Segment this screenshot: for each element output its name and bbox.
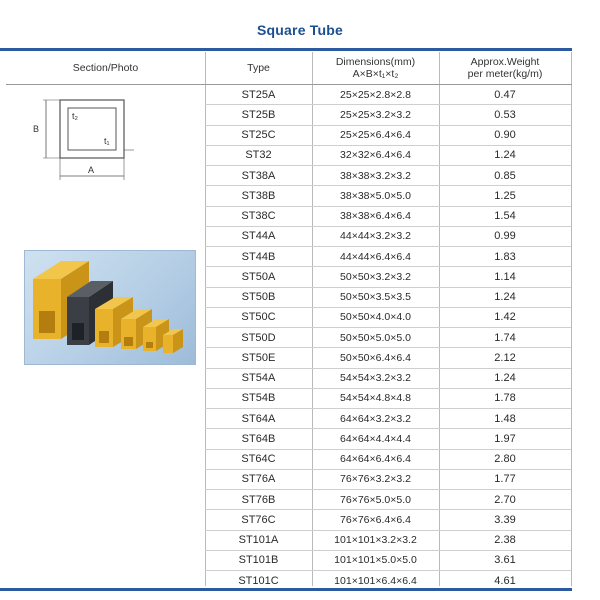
cell-type: ST76A: [241, 473, 276, 486]
table-row: [205, 247, 571, 267]
outer-wall: [60, 100, 124, 158]
cell-weight: 0.85: [494, 169, 516, 182]
cell-dimensions: 50×50×3.5×3.5: [340, 291, 411, 304]
cell-type: ST50E: [241, 351, 276, 364]
cell-type: ST25C: [241, 129, 276, 142]
tube-6-face: [163, 335, 173, 353]
cell-dimensions: 38×38×3.2×3.2: [340, 169, 411, 182]
table-row: [205, 328, 571, 348]
cell-type: ST25B: [241, 108, 276, 121]
cell-weight: 0.53: [494, 108, 516, 121]
cell-weight: 1.25: [494, 189, 516, 202]
header-weight: [439, 52, 571, 84]
cell-type: ST32: [245, 149, 272, 162]
cell-type: ST101B: [238, 554, 279, 567]
cell-dimensions: 64×64×6.4×6.4: [340, 453, 411, 466]
cell-dimensions: 50×50×4.0×4.0: [340, 311, 411, 324]
cell-weight: 2.38: [494, 534, 516, 547]
header-section: Section/Photo: [72, 62, 139, 74]
cell-weight: 2.70: [494, 493, 516, 506]
cell-weight: 1.78: [494, 392, 516, 405]
cell-type: ST64C: [241, 453, 276, 466]
tube-1-opening: [39, 311, 55, 333]
cell-type: ST64A: [241, 412, 276, 425]
page-title: Square Tube: [257, 22, 343, 38]
product-photo: [24, 250, 196, 365]
cell-weight: 1.48: [494, 412, 516, 425]
cell-type: ST76C: [241, 513, 276, 526]
cell-weight: 1.24: [494, 149, 516, 162]
cell-type: ST64B: [241, 432, 276, 445]
cell-dimensions: 101×101×3.2×3.2: [334, 534, 417, 547]
header-type: Type: [247, 62, 270, 74]
diagram-label-t2: t₂: [72, 111, 78, 121]
table-row: [205, 308, 571, 328]
tube-2-opening: [72, 323, 84, 340]
cell-weight: 4.61: [494, 574, 516, 587]
table-row: [205, 227, 571, 247]
cell-dimensions: 76×76×5.0×5.0: [340, 493, 411, 506]
cell-type: ST25A: [241, 88, 276, 101]
cell-dimensions: 25×25×3.2×3.2: [340, 108, 411, 121]
table-row: [205, 369, 571, 389]
table-row: [205, 389, 571, 409]
header-dimensions-line2: A×B×t₁×t₂: [352, 68, 399, 80]
diagram-label-t1: t₁: [104, 136, 110, 146]
col-divider-4: [571, 52, 572, 586]
cell-weight: 1.24: [494, 372, 516, 385]
cell-dimensions: 101×101×5.0×5.0: [334, 554, 417, 567]
table-row: [205, 267, 571, 287]
cell-weight: 2.12: [494, 351, 516, 364]
cell-weight: 2.80: [494, 453, 516, 466]
table-row: [205, 470, 571, 490]
cell-dimensions: 50×50×6.4×6.4: [340, 351, 411, 364]
table-row: [205, 146, 571, 166]
top-rule: [0, 48, 572, 51]
table-row: [205, 186, 571, 206]
tube-4-opening: [124, 337, 133, 346]
cell-type: ST44A: [241, 230, 276, 243]
cell-dimensions: 64×64×4.4×4.4: [340, 432, 411, 445]
table-row: [205, 490, 571, 510]
table-row: [205, 207, 571, 227]
cell-dimensions: 54×54×4.8×4.8: [340, 392, 411, 405]
cell-dimensions: 64×64×3.2×3.2: [340, 412, 411, 425]
cell-dimensions: 44×44×6.4×6.4: [340, 250, 411, 263]
cell-weight: 1.97: [494, 432, 516, 445]
cell-weight: 1.24: [494, 291, 516, 304]
cell-dimensions: 54×54×3.2×3.2: [340, 372, 411, 385]
cell-dimensions: 25×25×2.8×2.8: [340, 88, 411, 101]
table-row: [205, 531, 571, 551]
cell-type: ST38A: [241, 169, 276, 182]
cell-type: ST50B: [241, 291, 276, 304]
table-row: [205, 348, 571, 368]
bottom-rule: [0, 588, 572, 591]
header-weight-line1: Approx.Weight: [470, 56, 540, 68]
cell-type: ST50C: [241, 311, 276, 324]
cell-weight: 1.54: [494, 210, 516, 223]
cell-dimensions: 76×76×6.4×6.4: [340, 513, 411, 526]
tubes-illustration: [25, 251, 195, 364]
tube-5-opening: [146, 342, 153, 348]
cell-type: ST54B: [241, 392, 276, 405]
cell-dimensions: 38×38×5.0×5.0: [340, 189, 411, 202]
cell-type: ST38B: [241, 189, 276, 202]
cell-dimensions: 76×76×3.2×3.2: [340, 473, 411, 486]
cell-weight: 0.90: [494, 129, 516, 142]
cell-weight: 1.14: [494, 270, 516, 283]
cell-dimensions: 25×25×6.4×6.4: [340, 129, 411, 142]
cell-type: ST44B: [241, 250, 276, 263]
cell-type: ST54A: [241, 372, 276, 385]
cell-weight: 1.74: [494, 331, 516, 344]
cell-type: ST101A: [238, 534, 279, 547]
header-weight-line2: per meter(kg/m): [467, 68, 543, 80]
cell-weight: 0.99: [494, 230, 516, 243]
cell-weight: 1.42: [494, 311, 516, 324]
cell-type: ST50A: [241, 270, 276, 283]
cell-type: ST76B: [241, 493, 276, 506]
cell-dimensions: 44×44×3.2×3.2: [340, 230, 411, 243]
table-row: [205, 126, 571, 146]
cell-weight: 3.61: [494, 554, 516, 567]
table-row: [205, 85, 571, 105]
cell-weight: 3.39: [494, 513, 516, 526]
header-dimensions-line1: Dimensions(mm): [335, 56, 416, 68]
spec-table-body: [205, 85, 571, 591]
cell-dimensions: 50×50×5.0×5.0: [340, 331, 411, 344]
table-row: [205, 551, 571, 571]
table-row: [205, 166, 571, 186]
section-diagram: [24, 92, 164, 184]
cell-weight: 1.77: [494, 473, 516, 486]
header-dimensions: [312, 52, 439, 84]
cell-dimensions: 101×101×6.4×6.4: [334, 574, 417, 587]
tube-3-opening: [99, 331, 109, 343]
cell-dimensions: 50×50×3.2×3.2: [340, 270, 411, 283]
table-row: [205, 409, 571, 429]
cell-weight: 1.83: [494, 250, 516, 263]
table-row: [205, 105, 571, 125]
cell-dimensions: 38×38×6.4×6.4: [340, 210, 411, 223]
cell-type: ST38C: [241, 210, 276, 223]
diagram-label-a: A: [88, 165, 95, 175]
table-row: [205, 450, 571, 470]
cell-dimensions: 32×32×6.4×6.4: [340, 149, 411, 162]
table-row: [205, 288, 571, 308]
table-row: [205, 429, 571, 449]
table-row: [205, 510, 571, 530]
diagram-label-b: B: [33, 124, 40, 134]
cell-type: ST101C: [238, 574, 279, 587]
cell-type: ST50D: [241, 331, 276, 344]
cell-weight: 0.47: [494, 88, 516, 101]
